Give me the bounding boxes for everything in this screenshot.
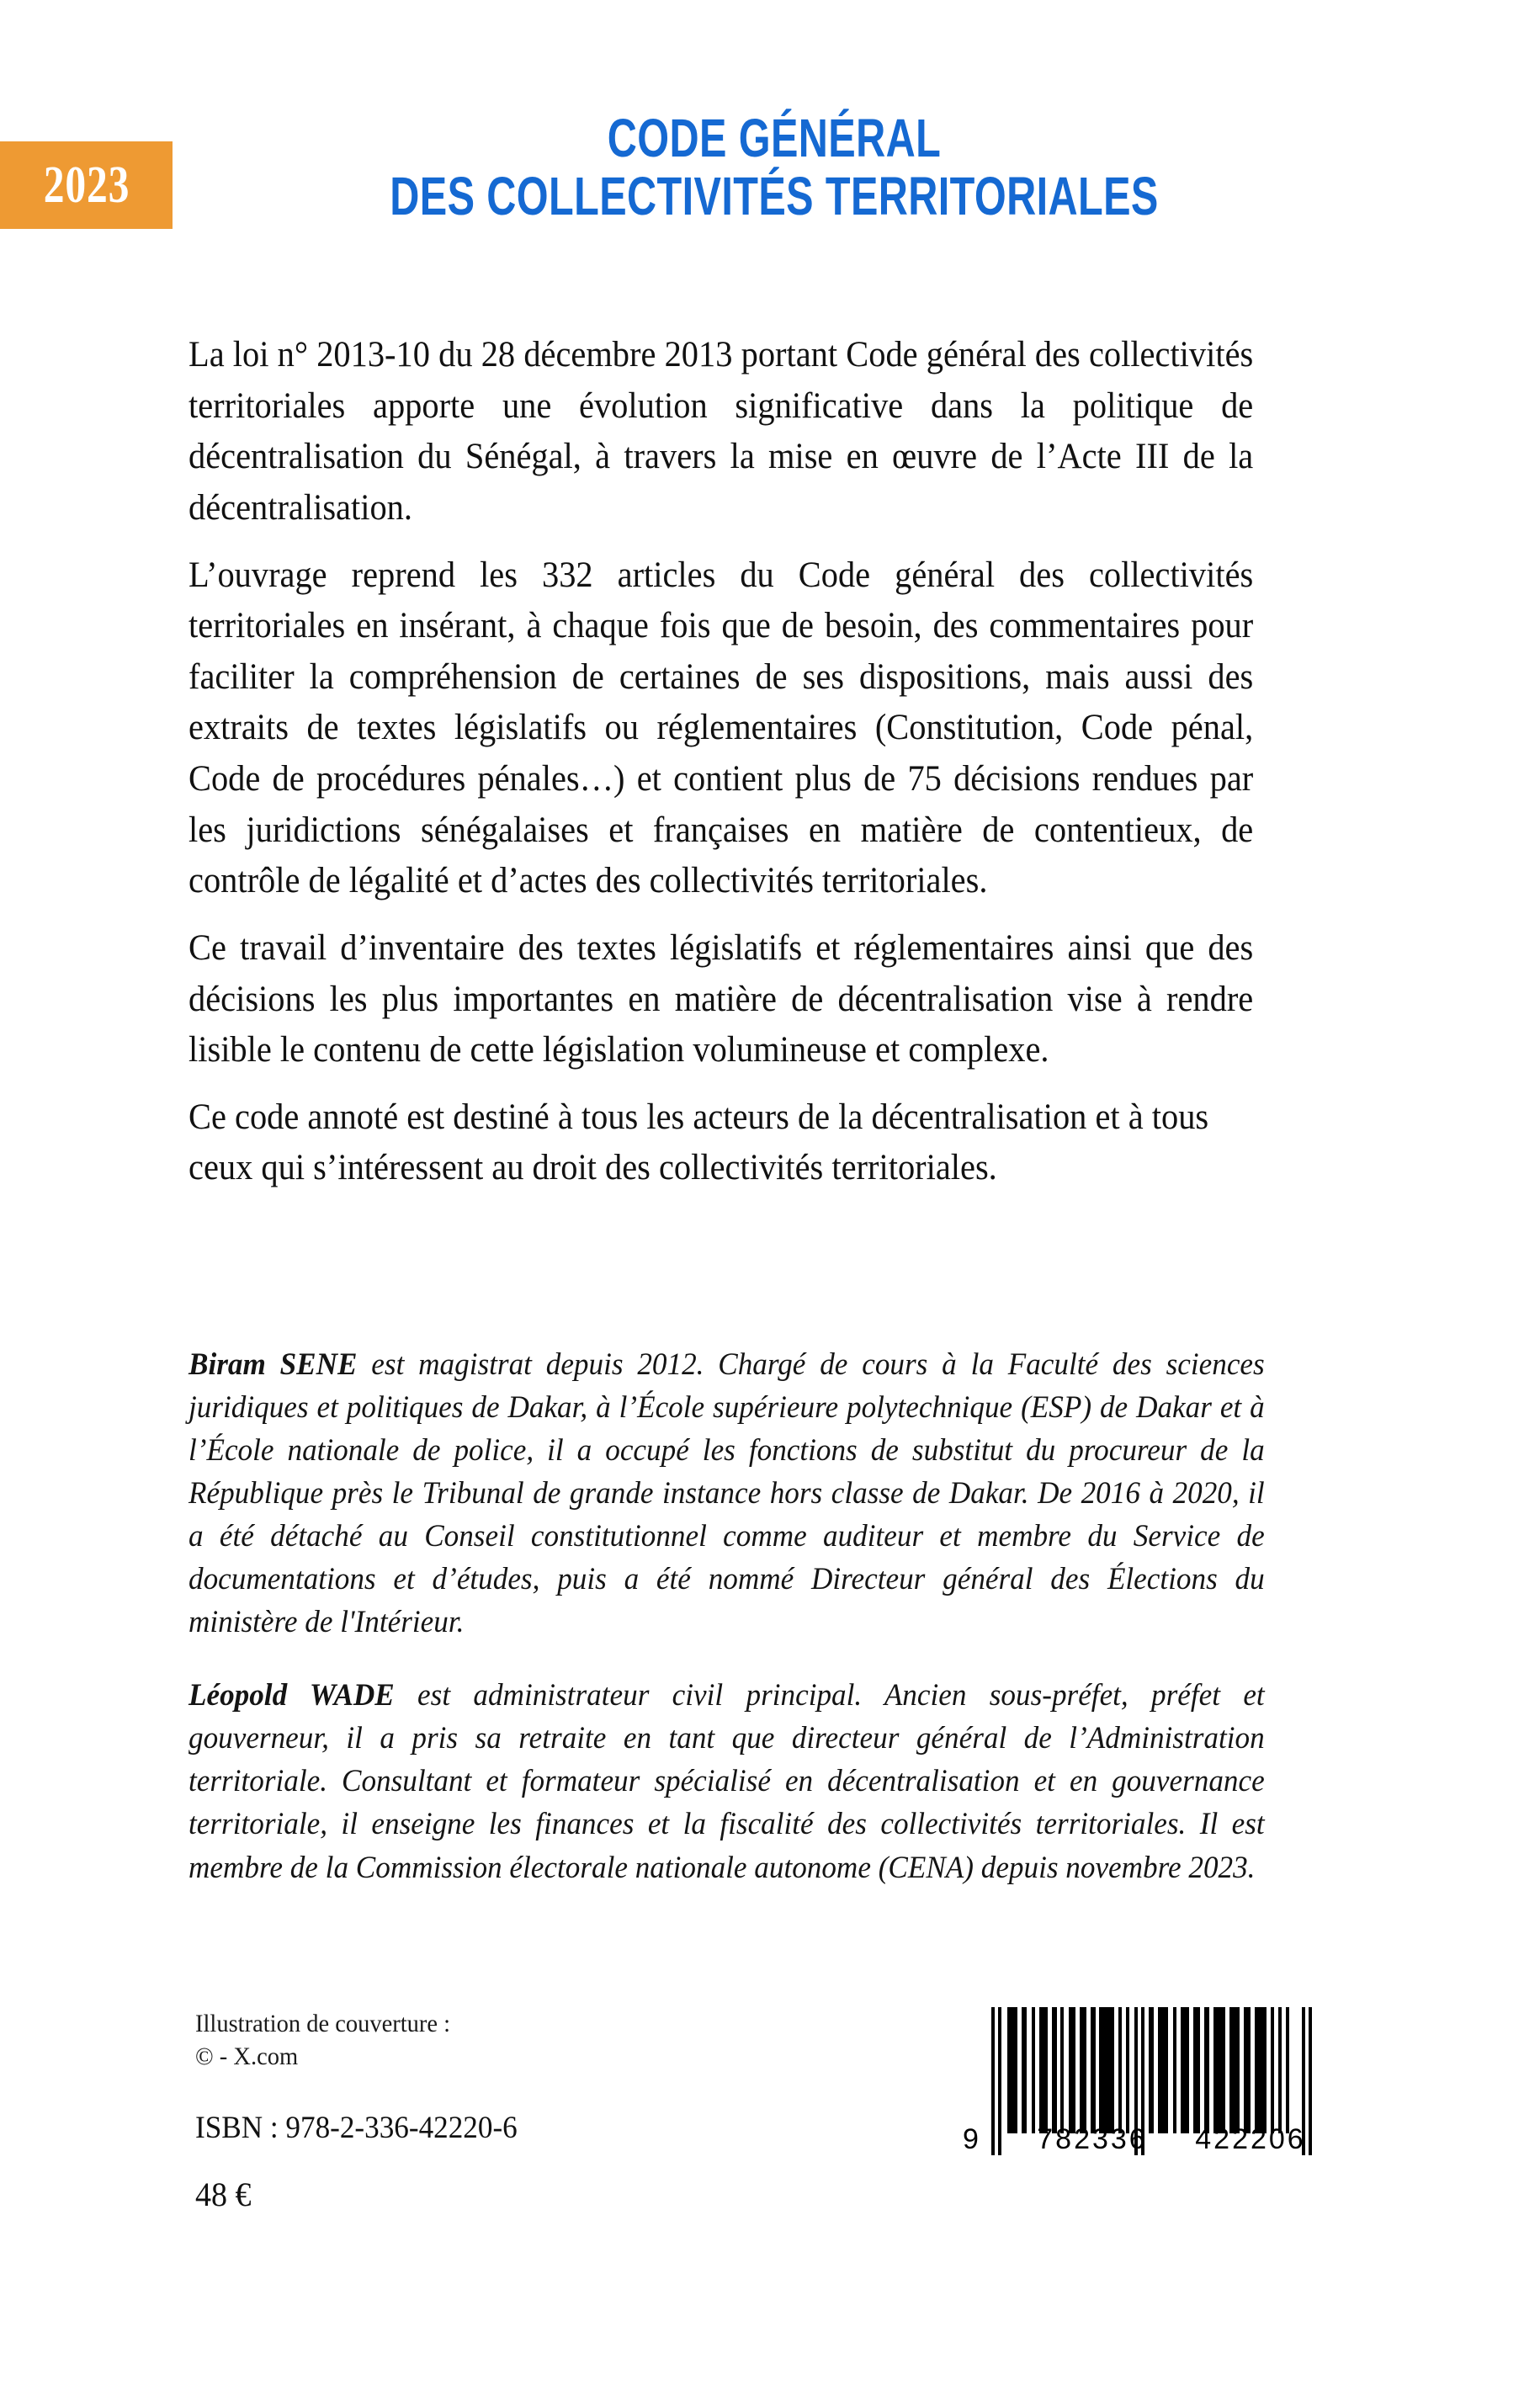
blurb-paragraph: Ce travail d’inventaire des textes législatifs et réglementaires ainsi que des décisions les plus importantes en matière de décentralisation vise à rendre lisible le contenu de cette législation volumineuse et complexe.: [189, 927, 1254, 1070]
title-line-1: CODE GÉNÉRAL: [607, 108, 942, 168]
blurb-paragraph: L’ouvrage reprend les 332 articles du Code général des collectivités territoriales en insérant, à chaque fois que de besoin, des commentaires pour faciliter la compréhension de certaines de ses dispositions, mais aussi des extraits de textes législatifs ou réglementaires (Constitution, Code pénal, Code de procédures pénales…) et contient plus de 75 décisions rendues par les juridictions sénégalaises et françaises en matière de contentieux, de contrôle de légalité et d’actes des collectivités territoriales.: [189, 555, 1254, 901]
barcode-lead-digit: 9: [963, 2123, 979, 2155]
cover-credit-value: © - X.com: [195, 2042, 299, 2070]
barcode: [961, 2007, 1340, 2156]
isbn-text: ISBN : 978-2-336-42220-6: [195, 2111, 518, 2145]
blurb-body: [189, 330, 1321, 1194]
blurb-paragraph: La loi n° 2013-10 du 28 décembre 2013 portant Code général des collectivités territoriales apporte une évolution significative dans la politique de décentralisation du Sénégal, à travers la mise en œuvre de l’Acte III de la décentralisation.: [189, 335, 1254, 528]
author-name: Biram SENE: [189, 1347, 358, 1382]
price-text: 48 €: [195, 2175, 252, 2213]
author-bio: [189, 1343, 1265, 1644]
cover-credit-label: Illustration de couverture :: [195, 2010, 451, 2037]
barcode-right-group: 422206: [1195, 2123, 1306, 2155]
footer-info: [195, 2007, 868, 2214]
author-bios: [189, 1343, 1321, 1889]
author-bio: [189, 1674, 1265, 1888]
blurb-paragraph: Ce code annoté est destiné à tous les acteurs de la décentralisation et à tous ceux qui s’intéressent au droit des collectivités territoriales.: [189, 1097, 1209, 1188]
page-title: [177, 109, 1372, 226]
author-bio-text: est magistrat depuis 2012. Chargé de cours à la Faculté des sciences juridiques et politiques de Dakar, à l’École supérieure polytechnique (ESP) de Dakar et à l’École nationale de police, il a occupé les fonctions de substitut du procureur de la République près le Tribunal de grande instance hors classe de Dakar. De 2016 à 2020, il a été détaché au Conseil constitutionnel comme auditeur et membre du Service de documentations et d’études, puis a été nommé Directeur général des Élections du ministère de l'Intérieur.: [189, 1347, 1265, 1640]
author-bio-text: est administrateur civil principal. Ancien sous-préfet, préfet et gouverneur, il a pris sa retraite en tant que directeur général de l’Administration territoriale. Consultant et formateur spécialisé en décentralisation et en gouvernance territoriale, il enseigne les finances et la fiscalité des collectivités territoriales. Il est membre de la Commission électorale nationale autonome (CENA) depuis novembre 2023.: [189, 1678, 1265, 1885]
author-name: Léopold WADE: [189, 1678, 395, 1713]
barcode-digits: [961, 2123, 1340, 2156]
barcode-left-group: 782336: [1037, 2123, 1148, 2155]
year-badge: [0, 141, 173, 229]
year-badge-label: 2023: [43, 157, 130, 214]
title-line-2: DES COLLECTIVITÉS TERRITORIALES: [390, 166, 1159, 227]
